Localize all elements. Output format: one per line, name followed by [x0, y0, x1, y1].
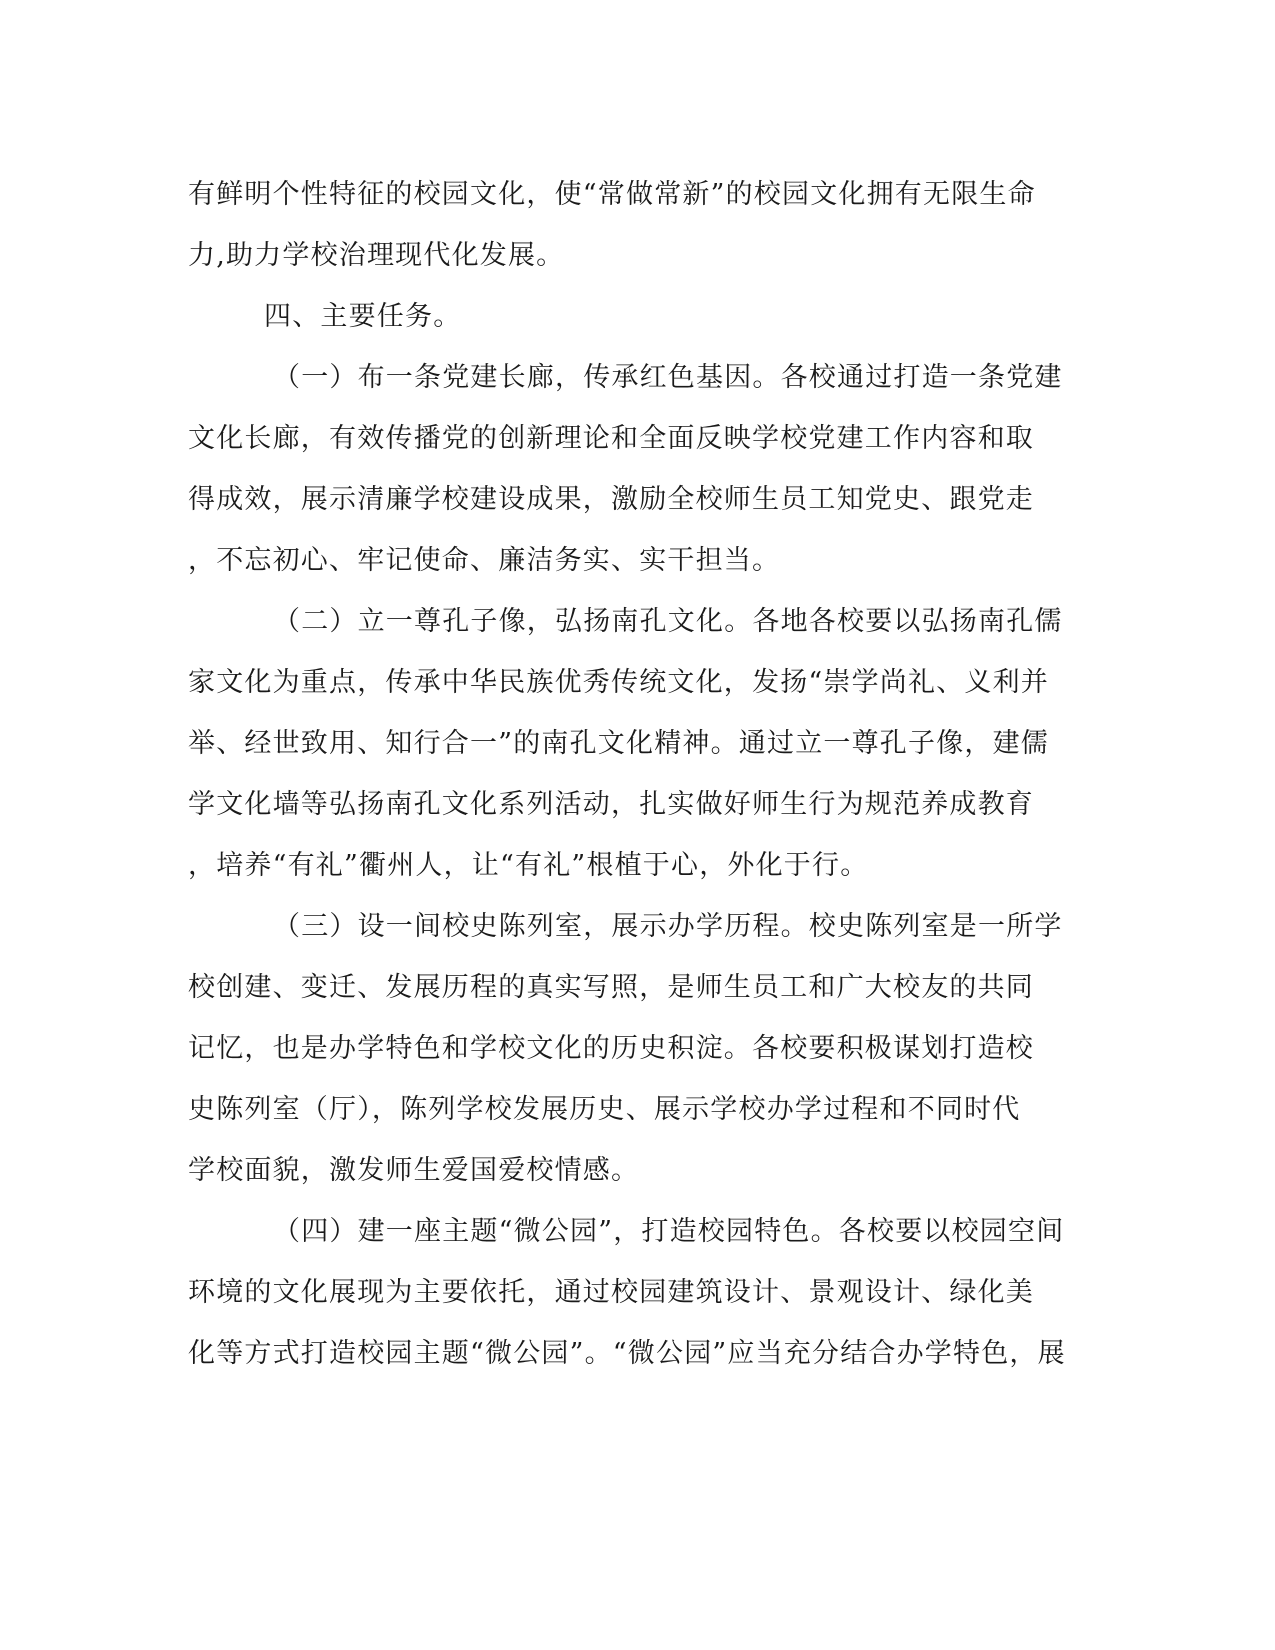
paragraph-line: 有鲜明个性特征的校园文化，使“常做常新”的校园文化拥有无限生命 [188, 179, 1036, 210]
paragraph-line: 记忆，也是办学特色和学校文化的历史积淀。各校要积极谋划打造校 [188, 1033, 1034, 1064]
paragraph-line: 家文化为重点，传承中华民族优秀传统文化，发扬“崇学尚礼、义利并 [188, 667, 1050, 698]
paragraph-line: ，不忘初心、牢记使命、廉洁务实、实干担当。 [188, 545, 781, 576]
paragraph-line: （三）设一间校史陈列室，展示办学历程。校史陈列室是一所学 [273, 911, 1063, 942]
paragraph-line: 史陈列室（厅），陈列学校发展历史、展示学校办学过程和不同时代 [188, 1094, 1021, 1125]
paragraph-line: （二）立一尊孔子像，弘扬南孔文化。各地各校要以弘扬南孔儒 [273, 606, 1063, 637]
paragraph-line: 化等方式打造校园主题“微公园”。“微公园”应当充分结合办学特色，展 [188, 1338, 1066, 1369]
paragraph-line: （一）布一条党建长廊，传承红色基因。各校通过打造一条党建 [273, 362, 1063, 393]
paragraph-line: ，培养“有礼”衢州人，让“有礼”根植于心，外化于行。 [188, 850, 869, 881]
section-heading: 四、主要任务。 [264, 301, 462, 332]
document-body [188, 164, 1068, 1384]
paragraph-line: 学文化墙等弘扬南孔文化系列活动，扎实做好师生行为规范养成教育 [188, 789, 1034, 820]
paragraph-line: 力,助力学校治理现代化发展。 [188, 240, 565, 271]
paragraph-line: 学校面貌，激发师生爱国爱校情感。 [188, 1155, 640, 1186]
paragraph-line: 文化长廊，有效传播党的创新理论和全面反映学校党建工作内容和取 [188, 423, 1034, 454]
paragraph-line: 举、经世致用、知行合一”的南孔文化精神。通过立一尊孔子像，建儒 [188, 728, 1050, 759]
paragraph-line: （四）建一座主题“微公园”，打造校园特色。各校要以校园空间 [273, 1216, 1065, 1247]
paragraph-line: 得成效，展示清廉学校建设成果，激励全校师生员工知党史、跟党走 [188, 484, 1034, 515]
paragraph-line: 环境的文化展现为主要依托，通过校园建筑设计、景观设计、绿化美 [188, 1277, 1034, 1308]
paragraph-line: 校创建、变迁、发展历程的真实写照，是师生员工和广大校友的共同 [188, 972, 1034, 1003]
